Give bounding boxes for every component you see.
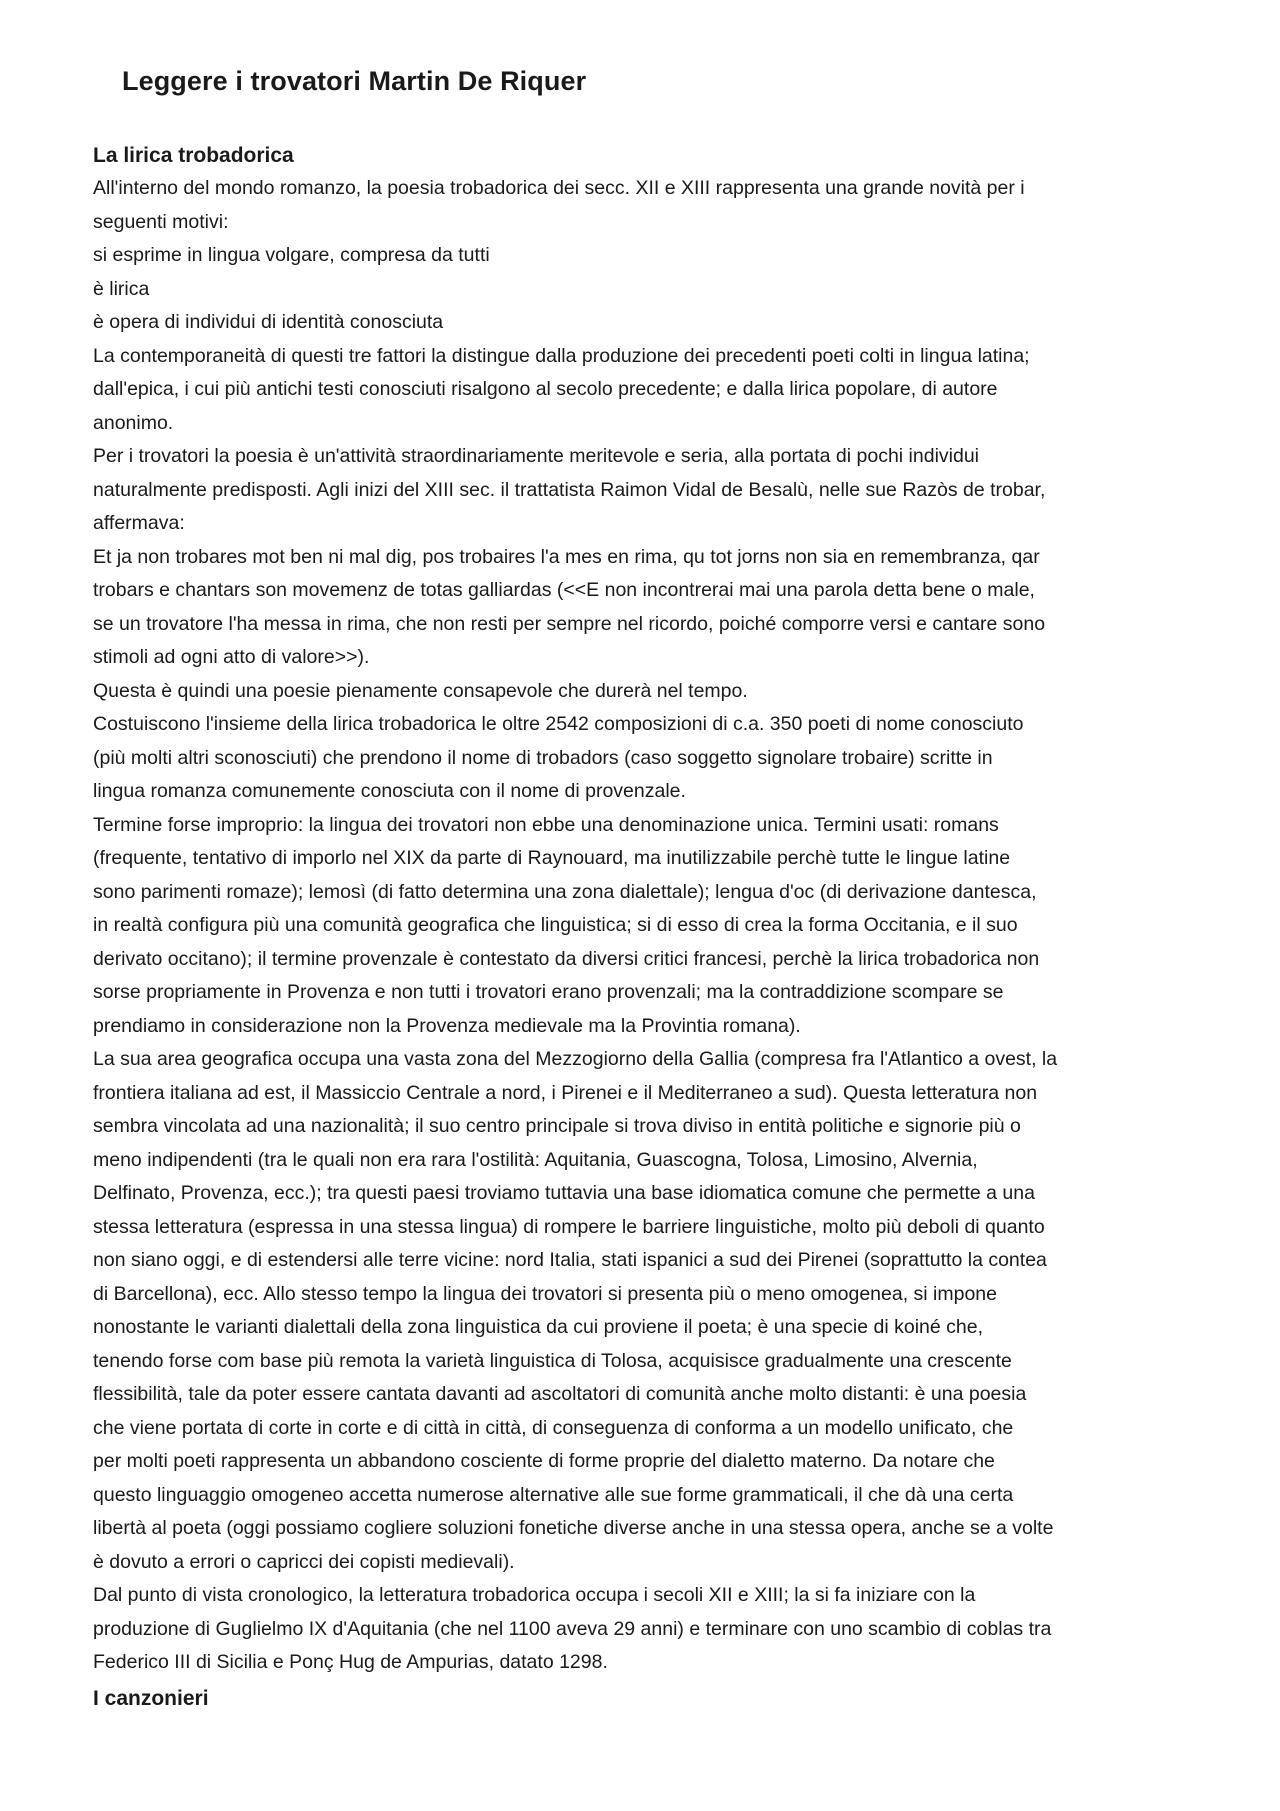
text-line: stessa letteratura (espressa in una stessa lingua) di rompere le barriere linguistiche, molto più deboli di quanto (93, 1215, 1045, 1238)
text-line: stimoli ad ogni atto di valore>>). (93, 646, 370, 668)
text-line: nonostante le varianti dialettali della zona linguistica da cui proviene il poeta; è una specie di koiné che, (93, 1316, 983, 1338)
text-line: La sua area geografica occupa una vasta zona del Mezzogiorno della Gallia (compresa fra l'Atlantico a ovest, la (93, 1048, 1058, 1070)
text-line: derivato occitano); il termine provenzale è contestato da diversi critici francesi, perchè la lirica trobadorica non (93, 947, 1040, 970)
text-line: Costuiscono l'insieme della lirica trobadorica le oltre 2542 composizioni di c.a. 350 poeti di nome conosciuto (93, 713, 1024, 735)
text-line: sembra vincolata ad una nazionalità; il suo centro principale si trova diviso in entità politiche e signorie più o (93, 1115, 1021, 1137)
text-line: All'interno del mondo romanzo, la poesia trobadorica dei secc. XII e XIII rappresenta una grande novità per i (93, 177, 1025, 199)
body-text (93, 172, 1188, 1680)
text-line: meno indipendenti (tra le quali non era rara l'ostilità: Aquitania, Guascogna, Tolosa, Limosino, Alvernia, (93, 1148, 978, 1171)
text-line: Et ja non trobares mot ben ni mal dig, pos trobaires l'a mes en rima, qu tot jorns non sia en remembranza, qar (93, 545, 1040, 568)
text-line: sono parimenti romaze); lemosì (di fatto determina una zona dialettale); lengua d'oc (di derivazione dantesca, (93, 880, 1037, 903)
text-line: produzione di Guglielmo IX d'Aquitania (che nel 1100 aveva 29 anni) e terminare con uno scambio di coblas tra (93, 1617, 1052, 1640)
text-line: è lirica (93, 277, 150, 300)
text-line: è dovuto a errori o capricci dei copisti medievali). (93, 1550, 515, 1573)
text-line: è opera di individui di identità conosciuta (93, 311, 444, 333)
text-line: Dal punto di vista cronologico, la letteratura trobadorica occupa i secoli XII e XIII; la si fa iniziare con la (93, 1584, 976, 1606)
text-line: frontiera italiana ad est, il Massiccio Centrale a nord, i Pirenei e il Mediterraneo a sud). Questa letteratura non (93, 1081, 1038, 1104)
text-line: lingua romanza comunemente conosciuta con il nome di provenzale. (93, 780, 686, 802)
text-line: sorse propriamente in Provenza e non tutti i trovatori erano provenzali; ma la contraddizione scompare se (93, 981, 1004, 1003)
text-line: flessibilità, tale da poter essere cantata davanti ad ascoltatori di comunità anche molto distanti: è una poesia (93, 1383, 1027, 1405)
text-line: Delfinato, Provenza, ecc.); tra questi paesi troviamo tuttavia una base idiomatica comune che permette a una (93, 1182, 1035, 1204)
text-line: che viene portata di corte in corte e di città in città, di conseguenza di conforma a un modello unificato, che (93, 1416, 1014, 1439)
text-line: si esprime in lingua volgare, compresa da tutti (93, 244, 490, 266)
text-line: naturalmente predisposti. Agli inizi del XIII sec. il trattatista Raimon Vidal de Besalù, nelle sue Razòs de trobar, (93, 478, 1046, 501)
text-line: non siano oggi, e di estendersi alle terre vicine: nord Italia, stati ispanici a sud dei Pirenei (soprattutto la contea (93, 1249, 1047, 1271)
text-line: tenendo forse com base più remota la varietà linguistica di Tolosa, acquisisce gradualmente una crescente (93, 1349, 1012, 1372)
document-body (93, 139, 1188, 1715)
text-line: Questa è quindi una poesie pienamente consapevole che durerà nel tempo. (93, 679, 748, 702)
text-line: prendiamo in considerazione non la Provenza medievale ma la Provintia romana). (93, 1014, 801, 1037)
text-line: anonimo. (93, 411, 174, 434)
text-line: seguenti motivi: (93, 210, 229, 233)
text-line: in realtà configura più una comunità geografica che linguistica; si di esso di crea la forma Occitania, e il suo (93, 914, 1018, 936)
text-line: Termine forse improprio: la lingua dei trovatori non ebbe una denominazione unica. Termini usati: romans (93, 813, 999, 836)
text-line: Federico III di Sicilia e Ponç Hug de Ampurias, datato 1298. (93, 1651, 608, 1673)
section-heading-lirica-trobadorica: La lirica trobadorica (93, 144, 294, 167)
text-line: dall'epica, i cui più antichi testi conosciuti risalgono al secolo precedente; e dalla lirica popolare, di autore (93, 378, 998, 400)
text-line: di Barcellona), ecc. Allo stesso tempo la lingua dei trovatori si presenta più o meno omogenea, si impone (93, 1282, 997, 1305)
section-heading-canzonieri: I canzonieri (93, 1686, 209, 1710)
text-line: affermava: (93, 512, 185, 534)
text-line: Per i trovatori la poesia è un'attività straordinariamente meritevole e seria, alla portata di pochi individui (93, 445, 980, 467)
text-line: (frequente, tentativo di imporlo nel XIX da parte di Raynouard, ma inutilizzabile perchè tutte le lingue latine (93, 847, 1011, 869)
document-title: Leggere i trovatori Martin De Riquer (122, 66, 587, 96)
text-line: questo linguaggio omogeneo accetta numerose alternative alle sue forme grammaticali, il che dà una certa (93, 1483, 1014, 1506)
text-line: (più molti altri sconosciuti) che prendono il nome di trobadors (caso soggetto signolare trobaire) scritte in (93, 746, 993, 769)
text-line: La contemporaneità di questi tre fattori la distingue dalla produzione dei precedenti poeti colti in lingua latina; (93, 344, 1030, 367)
text-line: per molti poeti rappresenta un abbandono cosciente di forme proprie del dialetto materno. Da notare che (93, 1450, 995, 1472)
text-line: trobars e chantars son movemenz de totas galliardas (<<E non incontrerai mai una parola detta bene o male, (93, 579, 1035, 601)
text-line: se un trovatore l'ha messa in rima, che non resti per sempre nel ricordo, poiché comporre versi e cantare sono (93, 612, 1046, 635)
text-line: libertà al poeta (oggi possiamo cogliere soluzioni fonetiche diverse anche in una stessa opera, anche se a volte (93, 1517, 1054, 1539)
